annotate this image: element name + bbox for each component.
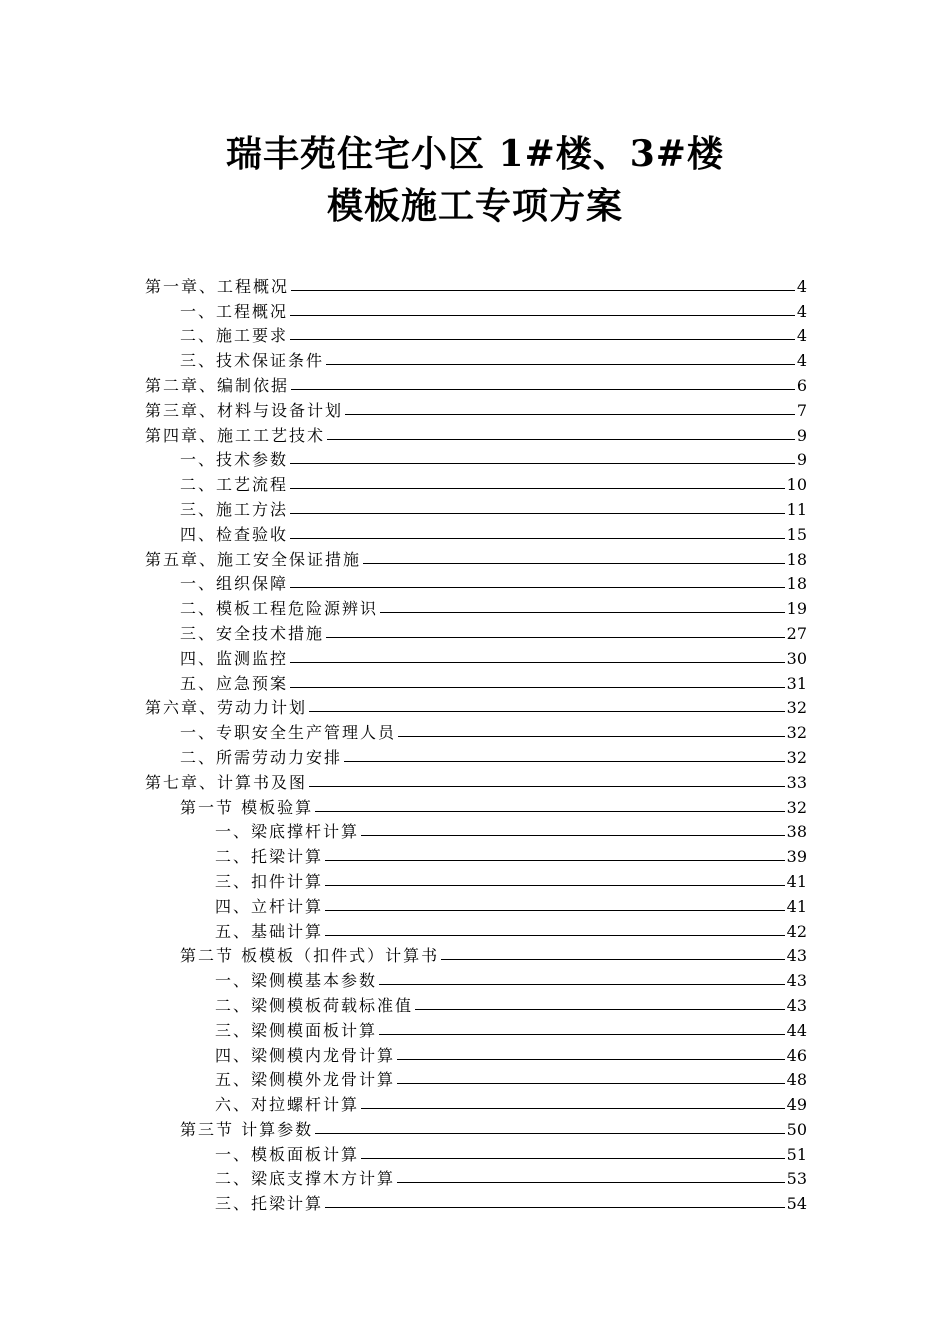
toc-dash-leader xyxy=(325,1207,785,1208)
toc-entry-page-number: 6 xyxy=(796,375,807,395)
toc-dash-leader xyxy=(397,1083,785,1084)
toc-entry[interactable] xyxy=(145,645,807,670)
toc-entry-label: 三、技术保证条件 xyxy=(180,351,325,371)
toc-entry-page-number: 43 xyxy=(786,971,807,991)
toc-entry[interactable] xyxy=(145,819,807,844)
toc-entry[interactable] xyxy=(145,1042,807,1067)
toc-dash-leader xyxy=(291,389,795,390)
toc-entry-page-number: 53 xyxy=(786,1169,807,1189)
toc-entry-label: 二、所需劳动力安排 xyxy=(180,747,343,767)
toc-entry[interactable] xyxy=(145,347,807,372)
toc-entry-label: 第六章、劳动力计划 xyxy=(145,698,308,718)
toc-dash-leader xyxy=(380,612,785,613)
toc-entry-label: 二、模板工程危险源辨识 xyxy=(180,599,379,619)
toc-entry-page-number: 50 xyxy=(786,1119,807,1139)
toc-entry-label: 三、安全技术措施 xyxy=(180,623,325,643)
toc-dash-leader xyxy=(379,1034,785,1035)
toc-entry-label: 第三章、材料与设备计划 xyxy=(145,400,344,420)
toc-entry-page-number: 44 xyxy=(786,1020,807,1040)
toc-entry-page-number: 19 xyxy=(786,599,807,619)
toc-entry-label: 二、托梁计算 xyxy=(215,847,324,867)
toc-dash-leader xyxy=(363,563,785,564)
toc-dash-leader xyxy=(397,1182,785,1183)
toc-dash-leader xyxy=(325,860,785,861)
toc-entry-label: 第三节 计算参数 xyxy=(180,1119,314,1139)
toc-entry-label: 一、组织保障 xyxy=(180,574,289,594)
toc-entry[interactable] xyxy=(145,447,807,472)
toc-entry[interactable] xyxy=(145,1190,807,1215)
toc-entry[interactable] xyxy=(145,422,807,447)
toc-entry-label: 一、梁底撑杆计算 xyxy=(215,822,360,842)
toc-entry-label: 一、工程概况 xyxy=(180,301,289,321)
toc-dash-leader xyxy=(315,1133,785,1134)
toc-entry[interactable] xyxy=(145,571,807,596)
toc-entry-page-number: 41 xyxy=(786,896,807,916)
toc-entry[interactable] xyxy=(145,1067,807,1092)
toc-entry-page-number: 43 xyxy=(786,995,807,1015)
toc-entry-label: 一、梁侧模基本参数 xyxy=(215,971,378,991)
toc-entry-page-number: 49 xyxy=(786,1095,807,1115)
toc-dash-leader xyxy=(309,711,785,712)
toc-entry-label: 二、梁底支撑木方计算 xyxy=(215,1169,396,1189)
toc-dash-leader xyxy=(309,786,785,787)
toc-entry-label: 三、扣件计算 xyxy=(215,871,324,891)
toc-dash-leader xyxy=(290,538,785,539)
toc-entry[interactable] xyxy=(145,918,807,943)
toc-entry-page-number: 39 xyxy=(786,847,807,867)
toc-dash-leader xyxy=(345,414,795,415)
table-of-contents xyxy=(145,273,807,1215)
toc-entry[interactable] xyxy=(145,546,807,571)
toc-entry[interactable] xyxy=(145,794,807,819)
toc-entry[interactable] xyxy=(145,521,807,546)
toc-entry[interactable] xyxy=(145,893,807,918)
toc-entry-page-number: 4 xyxy=(796,351,807,371)
toc-entry-label: 二、施工要求 xyxy=(180,326,289,346)
toc-dash-leader xyxy=(291,290,795,291)
toc-entry[interactable] xyxy=(145,967,807,992)
toc-dash-leader xyxy=(325,935,785,936)
toc-entry-label: 二、工艺流程 xyxy=(180,475,289,495)
toc-entry-label: 第二章、编制依据 xyxy=(145,375,290,395)
toc-dash-leader xyxy=(361,835,785,836)
toc-entry[interactable] xyxy=(145,719,807,744)
toc-entry-page-number: 9 xyxy=(796,450,807,470)
toc-entry[interactable] xyxy=(145,843,807,868)
toc-entry-label: 三、托梁计算 xyxy=(215,1194,324,1214)
toc-entry-label: 五、应急预案 xyxy=(180,673,289,693)
toc-entry[interactable] xyxy=(145,471,807,496)
toc-entry-label: 一、专职安全生产管理人员 xyxy=(180,723,397,743)
toc-entry[interactable] xyxy=(145,595,807,620)
toc-entry-page-number: 9 xyxy=(796,425,807,445)
toc-entry-label: 第一章、工程概况 xyxy=(145,276,290,296)
toc-entry-label: 第一节 模板验算 xyxy=(180,797,314,817)
toc-entry-page-number: 7 xyxy=(796,400,807,420)
toc-entry-page-number: 18 xyxy=(786,549,807,569)
toc-dash-leader xyxy=(315,811,785,812)
toc-dash-leader xyxy=(290,662,785,663)
toc-entry-page-number: 33 xyxy=(786,772,807,792)
toc-entry-label: 二、梁侧模板荷载标准值 xyxy=(215,995,414,1015)
toc-entry-page-number: 4 xyxy=(796,326,807,346)
toc-entry-label: 五、基础计算 xyxy=(215,921,324,941)
toc-entry[interactable] xyxy=(145,1116,807,1141)
toc-entry[interactable] xyxy=(145,943,807,968)
toc-entry[interactable] xyxy=(145,1091,807,1116)
toc-dash-leader xyxy=(290,488,785,489)
toc-entry[interactable] xyxy=(145,670,807,695)
toc-dash-leader xyxy=(379,984,785,985)
toc-entry-label: 四、检查验收 xyxy=(180,524,289,544)
toc-entry-label: 四、梁侧模内龙骨计算 xyxy=(215,1045,396,1065)
toc-dash-leader xyxy=(398,736,785,737)
toc-entry[interactable] xyxy=(145,744,807,769)
toc-entry-label: 四、监测监控 xyxy=(180,648,289,668)
toc-entry-page-number: 32 xyxy=(786,797,807,817)
toc-entry-page-number: 32 xyxy=(786,698,807,718)
toc-entry-label: 第二节 板模板（扣件式）计算书 xyxy=(180,946,440,966)
toc-dash-leader xyxy=(326,637,785,638)
toc-entry-page-number: 38 xyxy=(786,822,807,842)
toc-entry[interactable] xyxy=(145,868,807,893)
toc-entry-page-number: 4 xyxy=(796,276,807,296)
toc-entry[interactable] xyxy=(145,620,807,645)
document-title-line-1: 瑞丰苑住宅小区 1#楼、3#楼 xyxy=(226,133,724,175)
toc-entry[interactable] xyxy=(145,1166,807,1191)
toc-entry-label: 第四章、施工工艺技术 xyxy=(145,425,326,445)
toc-dash-leader xyxy=(441,959,785,960)
toc-entry-page-number: 48 xyxy=(786,1070,807,1090)
toc-entry[interactable] xyxy=(145,695,807,720)
toc-entry-page-number: 4 xyxy=(796,301,807,321)
toc-entry-label: 第五章、施工安全保证措施 xyxy=(145,549,362,569)
toc-dash-leader xyxy=(415,1009,785,1010)
toc-entry-page-number: 27 xyxy=(786,623,807,643)
toc-entry-label: 第七章、计算书及图 xyxy=(145,772,308,792)
toc-entry[interactable] xyxy=(145,397,807,422)
toc-entry-label: 三、施工方法 xyxy=(180,499,289,519)
toc-entry-label: 五、梁侧模外龙骨计算 xyxy=(215,1070,396,1090)
toc-entry[interactable] xyxy=(145,992,807,1017)
toc-dash-leader xyxy=(397,1059,785,1060)
toc-entry-page-number: 43 xyxy=(786,946,807,966)
toc-entry[interactable] xyxy=(145,496,807,521)
toc-entry-page-number: 41 xyxy=(786,871,807,891)
toc-dash-leader xyxy=(326,364,795,365)
toc-entry-page-number: 10 xyxy=(786,475,807,495)
toc-entry-page-number: 32 xyxy=(786,723,807,743)
toc-entry-label: 一、技术参数 xyxy=(180,450,289,470)
toc-entry-page-number: 51 xyxy=(786,1144,807,1164)
toc-entry[interactable] xyxy=(145,372,807,397)
toc-entry[interactable] xyxy=(145,1017,807,1042)
toc-dash-leader xyxy=(290,513,785,514)
toc-entry-page-number: 15 xyxy=(786,524,807,544)
toc-dash-leader xyxy=(325,910,785,911)
toc-entry[interactable] xyxy=(145,1141,807,1166)
toc-dash-leader xyxy=(344,761,785,762)
toc-entry-page-number: 18 xyxy=(786,574,807,594)
toc-dash-leader xyxy=(290,687,785,688)
toc-dash-leader xyxy=(325,885,785,886)
toc-entry-page-number: 46 xyxy=(786,1045,807,1065)
toc-dash-leader xyxy=(327,439,795,440)
document-title-line-2: 模板施工专项方案 xyxy=(326,185,623,227)
toc-entry-page-number: 42 xyxy=(786,921,807,941)
toc-entry[interactable] xyxy=(145,323,807,348)
toc-entry-page-number: 31 xyxy=(786,673,807,693)
toc-entry[interactable] xyxy=(145,298,807,323)
toc-entry-page-number: 32 xyxy=(786,747,807,767)
toc-entry-page-number: 30 xyxy=(786,648,807,668)
toc-entry[interactable] xyxy=(145,273,807,298)
toc-dash-leader xyxy=(361,1158,785,1159)
toc-entry-label: 一、模板面板计算 xyxy=(215,1144,360,1164)
toc-entry-page-number: 11 xyxy=(786,499,807,519)
toc-dash-leader xyxy=(361,1108,785,1109)
toc-entry-page-number: 54 xyxy=(786,1194,807,1214)
toc-entry[interactable] xyxy=(145,769,807,794)
toc-dash-leader xyxy=(290,315,795,316)
toc-entry-label: 四、立杆计算 xyxy=(215,896,324,916)
toc-dash-leader xyxy=(290,587,785,588)
toc-dash-leader xyxy=(290,339,795,340)
toc-entry-label: 三、梁侧模面板计算 xyxy=(215,1020,378,1040)
toc-dash-leader xyxy=(290,463,795,464)
toc-entry-label: 六、对拉螺杆计算 xyxy=(215,1095,360,1115)
